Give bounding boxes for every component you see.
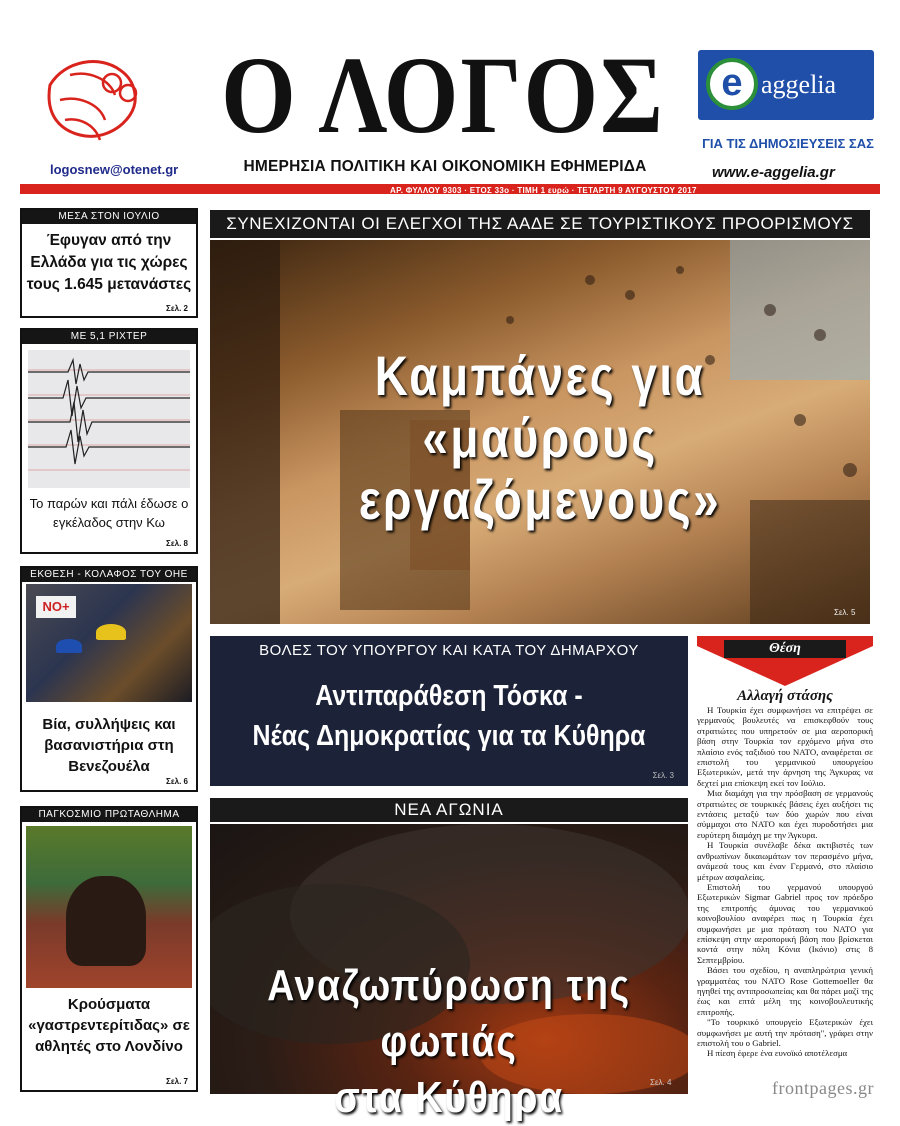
story-box-migrants[interactable] <box>20 208 198 318</box>
second-headline-line-1: Αντιπαράθεση Τόσκα - <box>315 680 583 712</box>
story-headline: Κρούσματα «γαστρεντερίτιδας» σε αθλητές στο Λονδίνο <box>28 996 190 1055</box>
eaggelia-logo-icon: e <box>706 58 758 110</box>
story-kicker: ΕΚΘΕΣΗ - ΚΟΛΑΦΟΣ ΤΟΥ ΟΗΕ <box>22 568 196 582</box>
opinion-paragraph: Η Τουρκία συνέλαβε δέκα ακτιβιστές των ανθρωπίνων δικαιωμάτων τον περασμένο μήνα, ανάμεσά τους και έναν Γερμανό, στο πλαίσιο μέτρων ασφαλείας. <box>697 840 873 882</box>
opinion-paragraph: Επιστολή του γερμανού υπουργού Εξωτερικών Sigmar Gabriel προς τον πρόεδρο της επιτροπής άμυνας του γερμανικού κοινοβουλίου αναφέρει πως η Τουρκία έχει συμφωνήσει με μια πρόταση του ΝΑΤΟ για επίσκεψη στην αεροπορική βάση που βρίσκεται κοντά στην πόλη Κόνια (Ικόνιο) στις 8 Σεπτεμβρίου. <box>697 881 873 965</box>
third-headline-line-2: στα Κύθηρα <box>334 1073 564 1122</box>
story-headline: Το παρών και πάλι έδωσε ο εγκέλαδος στην Κω <box>29 496 189 530</box>
opinion-paragraph: Βάσει του σχεδίου, η αναπληρώτρια γενική γραμματέας του ΝΑΤΟ Rose Gottemoeller θα ηγηθεί της αντιπροσωπείας και θα πάρει μαζί της έως και επτά μέλη της κοινοβουλευτικής επιτροπής. <box>697 965 873 1017</box>
athlete-photo <box>26 826 192 988</box>
story-kicker: ΜΕ 5,1 ΡΙΧΤΕΡ <box>22 330 196 344</box>
second-headline-line-2: Νέας Δημοκρατίας για τα Κύθηρα <box>252 720 646 752</box>
story-box-earthquake[interactable] <box>20 328 198 554</box>
opinion-label: Θέση <box>724 640 846 658</box>
story-box-venezuela[interactable] <box>20 566 198 792</box>
second-page-reference: Σελ. 3 <box>652 771 674 780</box>
contact-email[interactable]: logosnew@otenet.gr <box>50 162 179 177</box>
eaggelia-logo-word: aggelia <box>761 70 837 99</box>
page-reference: Σελ. 6 <box>166 777 188 786</box>
opinion-body <box>697 705 873 1059</box>
third-headline-line-1: Αναζωπύρωση της φωτιάς <box>267 961 631 1066</box>
eaggelia-ad[interactable] <box>698 50 874 120</box>
page-reference: Σελ. 7 <box>166 1077 188 1086</box>
third-page-reference: Σελ. 4 <box>650 1078 672 1087</box>
newspaper-logo-art <box>40 55 160 155</box>
seismograph-photo <box>28 350 190 488</box>
story-kicker: ΜΕΣΑ ΣΤΟΝ ΙΟΥΛΙΟ <box>22 210 196 224</box>
third-headline <box>246 958 652 1126</box>
issue-info: ΑΡ. ΦΥΛΛΟΥ 9303 · ΕΤΟΣ 33ο · ΤΙΜΗ 1 ευρώ · ΤΕΤΑΡΤΗ 9 ΑΥΓΟΥΣΤΟΥ 2017 <box>390 186 697 195</box>
second-kicker: ΒΟΛΕΣ ΤΟΥ ΥΠΟΥΡΓΟΥ ΚΑΙ ΚΑΤΑ ΤΟΥ ΔΗΜΑΡΧΟΥ <box>259 642 639 659</box>
story-box-london[interactable] <box>20 806 198 1092</box>
story-kicker: ΠΑΓΚΟΣΜΙΟ ΠΡΩΤΑΘΛΗΜΑ <box>22 808 196 822</box>
third-kicker: ΝΕΑ ΑΓΩΝΙΑ <box>210 798 688 822</box>
source-watermark: frontpages.gr <box>772 1078 874 1098</box>
newspaper-title: Ο ΛΟΓΟΣ <box>221 33 665 157</box>
opinion-paragraph: "Το τουρκικό υπουργείο Εξωτερικών έχει συμφωνήσει με αυτή την πρόταση", γράφει στην επιστολή του ο Gabriel. <box>697 1017 873 1048</box>
page-reference: Σελ. 2 <box>166 304 188 313</box>
protest-sign: NO+ <box>36 596 76 618</box>
ad-tagline: ΓΙΑ ΤΙΣ ΔΗΜΟΣΙΕΥΣΕΙΣ ΣΑΣ <box>702 136 874 151</box>
story-headline: Έφυγαν από την Ελλάδα για τις χώρες τους 1.645 μετανάστες <box>26 232 192 293</box>
opinion-title: Αλλαγή στάσης <box>737 688 833 704</box>
lead-headline <box>269 345 810 531</box>
opinion-paragraph: Η πίεση έφερε ένα ευνοϊκό αποτέλεσμα <box>707 1048 848 1059</box>
opinion-paragraph: Η Τουρκία έχει συμφωνήσει να επιτρέψει σε γερμανούς βουλευτές να επισκεφθούν τους στρατιώτες που υπηρετούν σε μια αεροπορική βάση στην Τουρκία τον ερχόμενο μήνα στο πλαίσιο ενός ταξιδιού του ΝΑΤΟ, αναφέρεται σε επιστολή του γερμανικού υπουργείου Εξωτερικών, μετά την άρνηση της Άγκυρας να δεχτεί μια επίσκεψη εκεί τον Ιούλιο. <box>697 705 873 788</box>
story-headline: Βία, συλλήψεις και βασανιστήρια στη Βενεζουέλα <box>42 716 176 775</box>
protest-photo <box>26 584 192 702</box>
lead-kicker: ΣΥΝΕΧΙΖΟΝΤΑΙ ΟΙ ΕΛΕΓΧΟΙ ΤΗΣ ΑΑΔΕ ΣΕ ΤΟΥΡΙΣΤΙΚΟΥΣ ΠΡΟΟΡΙΣΜΟΥΣ <box>210 210 870 238</box>
second-headline <box>243 676 654 756</box>
opinion-paragraph: Μια διαμάχη για την πρόσβαση σε γερμανούς στρατιώτες σε τουρκικές βάσεις έχει αυξήσει τις εντάσεις μεταξύ των δύο χωρών που είναι σύμμαχοι στο ΝΑΤΟ και έχει πυροδοτήσει μια ευρύτερη διαμάχη με την Άγκυρα. <box>697 788 873 840</box>
lead-page-reference: Σελ. 5 <box>834 608 856 617</box>
lead-headline-line-1: Καμπάνες για «μαύρους <box>374 344 706 469</box>
page-reference: Σελ. 8 <box>166 539 188 548</box>
ad-url-link[interactable]: www.e-aggelia.gr <box>712 164 835 181</box>
lead-headline-line-2: εργαζόμενους» <box>358 468 722 531</box>
story-kythera-dispute[interactable] <box>210 636 688 786</box>
newspaper-subtitle: ΗΜΕΡΗΣΙΑ ΠΟΛΙΤΙΚΗ ΚΑΙ ΟΙΚΟΝΟΜΙΚΗ ΕΦΗΜΕΡΙΔΑ <box>243 158 647 175</box>
